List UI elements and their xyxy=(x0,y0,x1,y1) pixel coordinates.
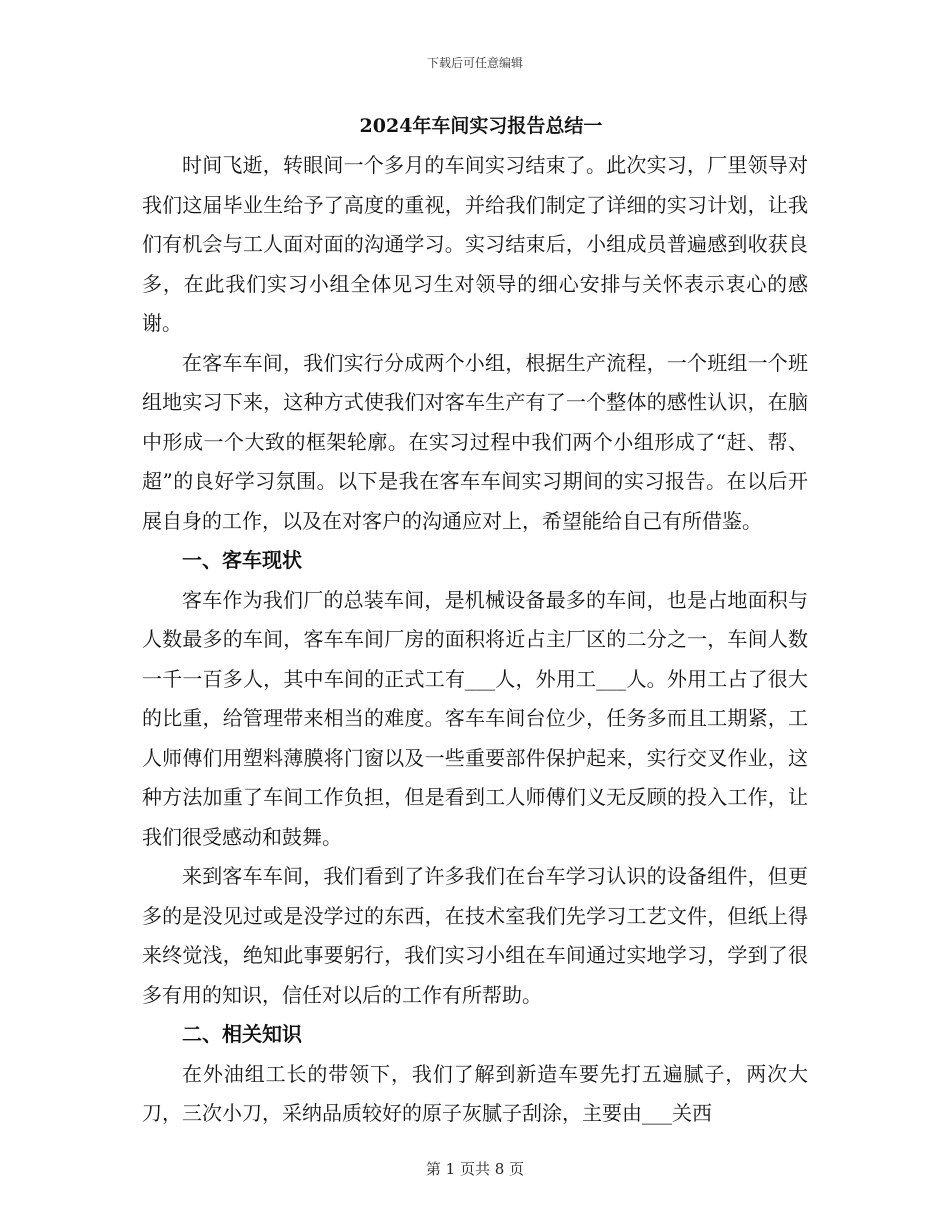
section-heading-current-status: 一、客车现状 xyxy=(182,548,302,572)
paragraph-intro: 时间飞逝，转眼间一个多月的车间实习结束了。此次实习，厂里领导对我们这届毕业生给予了高度的重视，并给我们制定了详细的实习计划，让我们有机会与工人面对面的沟通学习。实习结束后，小组成员普遍感到收获良多，在此我们实习小组全体见习生对领导的细心安排与关怀表示衷心的感谢。 xyxy=(142,153,808,335)
page-number-footer: 第 1 页共 8 页 xyxy=(425,1160,525,1178)
section-heading-related-knowledge: 二、相关知识 xyxy=(182,1022,302,1046)
paragraph-overview: 在客车车间，我们实行分成两个小组，根据生产流程，一个班组一个班组地实习下来，这种方式使我们对客车生产有了一个整体的感性认识，在脑中形成一个大致的框架轮廓。在实习过程中我们两个小组形成了“赶、帮、超”的良好学习氛围。以下是我在客车车间实习期间的实习报告。在以后开展自身的工作，以及在对客户的沟通应对上，希望能给自己有所借鉴。 xyxy=(142,350,808,533)
page-header-note: 下载后可任意编辑 xyxy=(426,56,523,70)
paragraph-related-knowledge: 在外油组工长的带领下，我们了解到新造车要先打五遍腻子，两次大刀，三次小刀，采纳品质较好的原子灰腻子刮涂，主要由___关西 xyxy=(142,1061,808,1125)
paragraph-learning: 来到客车车间，我们看到了许多我们在台车学习认识的设备组件，但更多的是没见过或是没学过的东西，在技术室我们先学习工艺文件，但纸上得来终觉浅，绝知此事要躬行，我们实习小组在车间通过实地学习，学到了很多有用的知识，信任对以后的工作有所帮助。 xyxy=(142,864,808,1007)
paragraph-current-status: 客车作为我们厂的总装车间，是机械设备最多的车间，也是占地面积与人数最多的车间，客车车间厂房的面积将近占主厂区的二分之一，车间人数一千一百多人，其中车间的正式工有___人，外用工___人。外用工占了很大的比重，给管理带来相当的难度。客车车间台位少，任务多而且工期紧，工人师傅们用塑料薄膜将门窗以及一些重要部件保护起来，实行交叉作业，这种方法加重了车间工作负担，但是看到工人师傅们义无反顾的投入工作，让我们很受感动和鼓舞。 xyxy=(142,587,808,849)
document-body xyxy=(142,112,808,1134)
document-title: 2024年车间实习报告总结一 xyxy=(359,115,603,137)
